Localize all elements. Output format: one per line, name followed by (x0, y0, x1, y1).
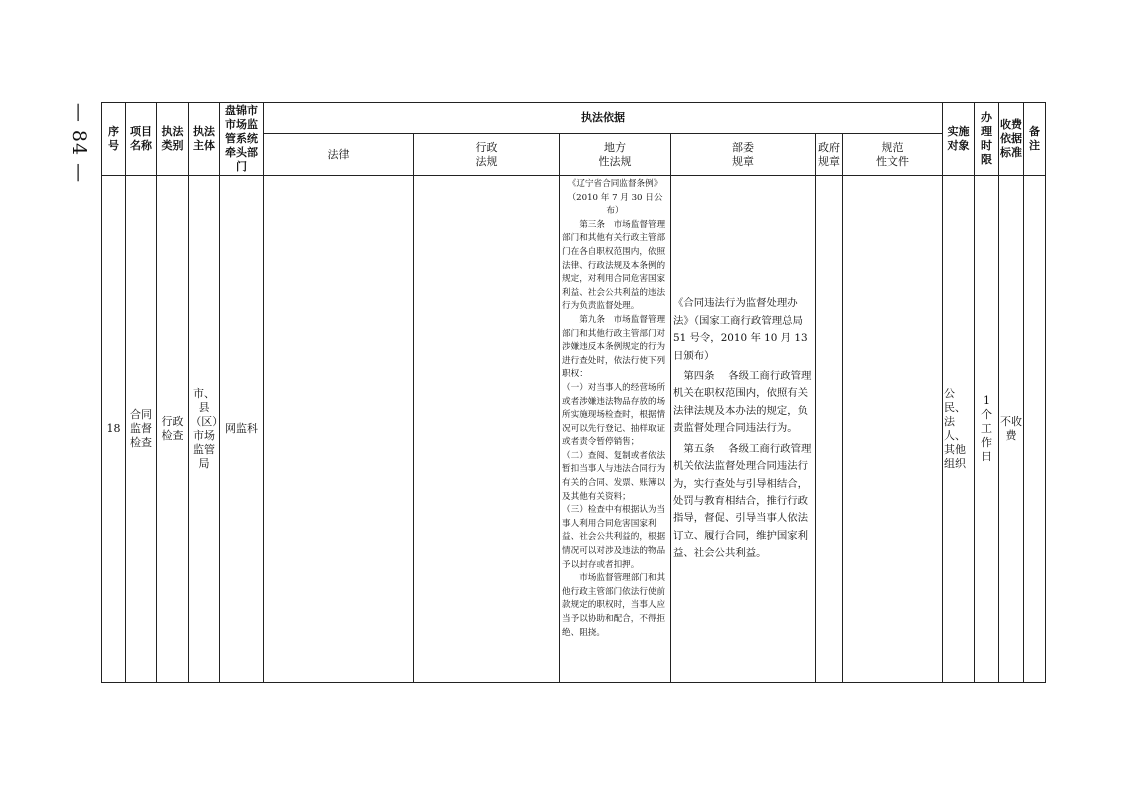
header-enforcement-type-text: 执法类别 (161, 125, 184, 152)
cell-enforcement-type (157, 176, 189, 683)
cell-enforcement-body-text: 市、县（区）市场监管局 (190, 387, 218, 470)
cell-item-name (126, 176, 157, 683)
dept-rule-title: 《合同违法行为监督处理办法》（国家工商行政管理总局 51 号令，2010 年 10 月 13 日颁布） (673, 297, 808, 362)
header-admin-regulation (414, 134, 560, 176)
header-dept-rule (671, 134, 816, 176)
local-reg-title: 《辽宁省合同监督条例》 (567, 179, 663, 189)
local-reg-item-3: （三）检查中有根据认为当事人利用合同危害国家利益、社会公共利益的，根据情况可以对涉及违法的物品予以封存或者扣押。 (562, 505, 666, 570)
cell-normative-doc (843, 176, 943, 683)
local-reg-date: （2010 年 7 月 30 日公布） (567, 192, 663, 217)
header-enforcement-type (157, 103, 189, 176)
cell-target-text: 公民、法人、其他组织 (944, 387, 967, 470)
cell-time-limit-text: 1 个工作日 (981, 394, 993, 463)
cell-target (943, 176, 975, 683)
header-basis-text: 执法依据 (581, 111, 626, 125)
local-reg-closing: 市场监督管理部门和其他行政主管部门依法行使前款规定的职权时，当事人应当予以协助和配合，不得拒绝、阻挠。 (562, 573, 666, 638)
cell-seq (102, 176, 126, 683)
header-fee-standard (999, 103, 1024, 176)
header-law (264, 134, 414, 176)
header-lead-dept (220, 103, 264, 176)
cell-fee-standard-text: 不收费 (1000, 415, 1023, 442)
header-remarks-text: 备注 (1029, 125, 1041, 152)
header-remarks (1024, 103, 1046, 176)
header-law-text: 法律 (327, 147, 350, 161)
page-number-text: — 84 — (68, 102, 91, 184)
header-enforcement-body-text: 执法主体 (193, 125, 215, 152)
page-number (64, 104, 94, 182)
cell-admin-regulation (414, 176, 560, 683)
header-enforcement-body (189, 103, 220, 176)
cell-seq-text: 18 (106, 422, 121, 435)
header-gov-rule-text: 政府规章 (818, 140, 840, 168)
cell-enforcement-body (189, 176, 220, 683)
cell-dept-rule (671, 176, 816, 683)
header-local-regulation-text: 地方 性法规 (598, 140, 632, 168)
header-item-name (126, 103, 157, 176)
header-admin-regulation-text: 行政 法规 (475, 140, 498, 168)
cell-lead-dept-text: 网监科 (225, 422, 258, 435)
header-time-limit (975, 103, 999, 176)
header-local-regulation (560, 134, 671, 176)
local-reg-article-3: 第三条 市场监督管理部门和其他有关行政主管部门在各自职权范围内，依照法律、行政法规及本条例的规定，对利用合同危害国家利益、社会公共利益的违法行为负责监督处理。 (562, 219, 666, 312)
cell-law (264, 176, 414, 683)
header-target-text: 实施对象 (947, 125, 970, 152)
header-fee-standard-text: 收费依据标准 (1000, 118, 1023, 159)
dept-rule-article-5: 第五条 各级工商行政管理机关依法监督处理合同违法行为，实行查处与引导相结合，处罚与教育相结合，推行行政指导，督促、引导当事人依法订立、履行合同，维护国家利益、社会公共利益。 (673, 442, 812, 560)
local-reg-item-1: （一）对当事人的经营场所或者涉嫌违法物品存放的场所实施现场检查时，根据情况可以先行登记、抽样取证或者责令暂停销售； (562, 382, 666, 448)
cell-gov-rule (816, 176, 843, 683)
enforcement-basis-table (101, 102, 1046, 683)
cell-enforcement-type-text: 行政检查 (161, 415, 184, 442)
header-seq (102, 103, 126, 176)
header-basis (264, 103, 943, 134)
header-normative-doc (843, 134, 943, 176)
local-reg-item-2: （二）查阅、复制或者依法暂扣当事人与违法合同行为有关的合同、发票、账簿以及其他有关资料； (562, 450, 666, 502)
header-target (943, 103, 975, 176)
header-seq-text: 序号 (108, 125, 119, 152)
header-normative-doc-text: 规范 性文件 (876, 140, 910, 168)
header-dept-rule-text: 部委 规章 (732, 140, 754, 168)
local-reg-article-9: 第九条 市场监督管理部门和其他行政主管部门对涉嫌违反本条例规定的行为进行查处时，依法行使下列职权： (562, 314, 666, 380)
cell-item-name-text: 合同监督检查 (130, 408, 152, 449)
header-gov-rule (816, 134, 843, 176)
header-lead-dept-text: 盘锦市市场监管系统牵头部门 (225, 104, 258, 173)
cell-remarks (1024, 176, 1046, 683)
header-item-name-text: 项目名称 (130, 125, 152, 152)
cell-local-regulation (560, 176, 671, 683)
dept-rule-article-4: 第四条 各级工商行政管理机关在职权范围内，依照有关法律法规及本办法的规定，负责监督处理合同违法行为。 (673, 370, 812, 435)
header-time-limit-text: 办理时限 (981, 111, 993, 166)
cell-time-limit (975, 176, 999, 683)
cell-fee-standard (999, 176, 1024, 683)
cell-lead-dept (220, 176, 264, 683)
